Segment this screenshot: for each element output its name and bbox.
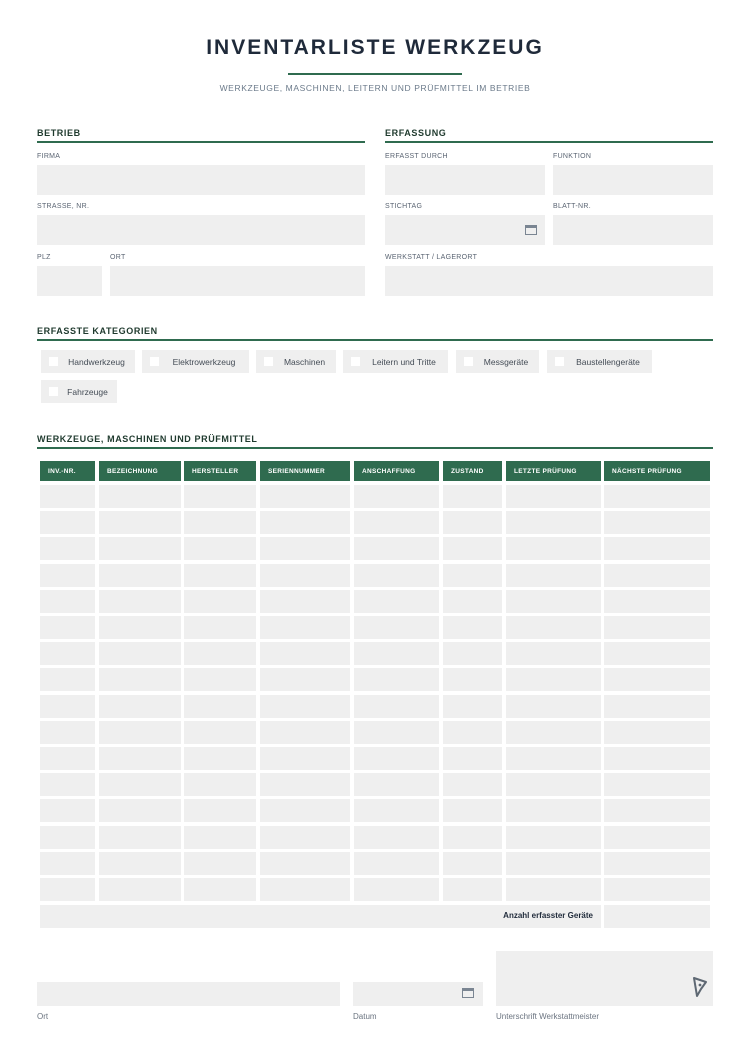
table-cell[interactable]: [443, 721, 502, 744]
table-cell[interactable]: [40, 668, 95, 691]
column-header-inv-nr: INV.-NR.: [40, 461, 95, 481]
table-cell[interactable]: [443, 537, 502, 560]
funktion-field[interactable]: [553, 165, 713, 195]
erfasst-durch-field[interactable]: [385, 165, 545, 195]
table-cell[interactable]: [506, 616, 601, 639]
category-checkbox-maschinen[interactable]: [256, 350, 336, 373]
table-cell[interactable]: [354, 721, 439, 744]
table-cell[interactable]: [184, 564, 256, 587]
table-cell[interactable]: [443, 852, 502, 875]
checkbox-box[interactable]: [49, 387, 58, 396]
stichtag-field[interactable]: [385, 215, 545, 245]
funktion-label: FUNKTION: [553, 153, 592, 160]
table-cell[interactable]: [443, 668, 502, 691]
table-cell[interactable]: [604, 747, 710, 770]
footer-signature-label: Unterschrift Werkstattmeister: [496, 1012, 599, 1021]
footer-ort-field[interactable]: [37, 982, 340, 1006]
table-cell[interactable]: [506, 773, 601, 796]
table-cell[interactable]: [506, 642, 601, 665]
table-cell[interactable]: [604, 537, 710, 560]
table-cell[interactable]: [184, 878, 256, 901]
section-heading-betrieb: BETRIEB: [37, 128, 365, 143]
table-cell[interactable]: [506, 537, 601, 560]
checkbox-box[interactable]: [351, 357, 360, 366]
stichtag-label: STICHTAG: [385, 203, 423, 210]
blatt-nr-field[interactable]: [553, 215, 713, 245]
table-cell[interactable]: [604, 668, 710, 691]
table-cell[interactable]: [40, 564, 95, 587]
table-cell[interactable]: [260, 773, 350, 796]
table-cell[interactable]: [604, 721, 710, 744]
summary-count-field[interactable]: [604, 905, 710, 928]
column-header-seriennummer: SERIENNUMMER: [260, 461, 350, 481]
calendar-icon[interactable]: [525, 225, 537, 235]
table-cell[interactable]: [99, 537, 181, 560]
strasse-field[interactable]: [37, 215, 365, 245]
firma-label: FIRMA: [37, 153, 61, 160]
table-cell[interactable]: [260, 511, 350, 534]
signature-field[interactable]: [496, 951, 713, 1006]
table-cell[interactable]: [99, 773, 181, 796]
table-cell[interactable]: [354, 485, 439, 508]
table-cell[interactable]: [260, 642, 350, 665]
table-cell[interactable]: [40, 852, 95, 875]
table-cell[interactable]: [604, 826, 710, 849]
table-cell[interactable]: [443, 747, 502, 770]
column-header-zustand: ZUSTAND: [443, 461, 502, 481]
table-cell[interactable]: [40, 616, 95, 639]
table-cell[interactable]: [443, 695, 502, 718]
table-cell[interactable]: [184, 852, 256, 875]
table-cell[interactable]: [604, 485, 710, 508]
page-subtitle: WERKZEUGE, MASCHINEN, LEITERN UND PRÜFMITTEL IM BETRIEB: [219, 83, 531, 93]
table-cell[interactable]: [40, 826, 95, 849]
table-cell[interactable]: [99, 721, 181, 744]
table-cell[interactable]: [354, 878, 439, 901]
category-label: Baustellengeräte: [576, 356, 640, 367]
category-label: Maschinen: [283, 356, 326, 367]
table-cell[interactable]: [354, 695, 439, 718]
table-cell[interactable]: [506, 695, 601, 718]
table-cell[interactable]: [604, 564, 710, 587]
category-label: Fahrzeuge: [67, 386, 108, 397]
table-cell[interactable]: [184, 799, 256, 822]
table-cell[interactable]: [40, 773, 95, 796]
table-cell[interactable]: [40, 695, 95, 718]
table-cell[interactable]: [260, 485, 350, 508]
table-cell[interactable]: [354, 668, 439, 691]
table-cell[interactable]: [443, 590, 502, 613]
category-label: Handwerkzeug: [68, 356, 125, 367]
table-cell[interactable]: [443, 826, 502, 849]
category-checkbox-leitern[interactable]: [343, 350, 448, 373]
table-cell[interactable]: [184, 485, 256, 508]
table-cell[interactable]: [40, 878, 95, 901]
strasse-label: STRASSE, NR.: [37, 203, 90, 210]
table-cell[interactable]: [506, 511, 601, 534]
table-cell[interactable]: [40, 799, 95, 822]
checkbox-box[interactable]: [555, 357, 564, 366]
table-cell[interactable]: [443, 773, 502, 796]
werkstatt-field[interactable]: [385, 266, 713, 296]
table-cell[interactable]: [99, 826, 181, 849]
table-cell[interactable]: [354, 590, 439, 613]
ort-field[interactable]: [110, 266, 365, 296]
category-checkbox-fahrzeuge[interactable]: [41, 380, 117, 403]
category-checkbox-elektrowerkzeug[interactable]: [142, 350, 249, 373]
footer-ort-label: Ort: [37, 1012, 49, 1021]
table-cell[interactable]: [354, 642, 439, 665]
table-cell[interactable]: [506, 878, 601, 901]
table-cell[interactable]: [260, 695, 350, 718]
table-cell[interactable]: [604, 852, 710, 875]
table-cell[interactable]: [184, 773, 256, 796]
pen-nib-icon: [692, 976, 708, 998]
category-label: Leitern und Tritte: [372, 356, 436, 367]
table-cell[interactable]: [260, 826, 350, 849]
table-cell[interactable]: [184, 537, 256, 560]
firma-field[interactable]: [37, 165, 365, 195]
table-cell[interactable]: [99, 564, 181, 587]
table-cell[interactable]: [184, 616, 256, 639]
checkbox-box[interactable]: [264, 357, 273, 366]
table-cell[interactable]: [184, 668, 256, 691]
table-cell[interactable]: [443, 485, 502, 508]
table-cell[interactable]: [184, 590, 256, 613]
table-cell[interactable]: [99, 878, 181, 901]
table-cell[interactable]: [99, 616, 181, 639]
table-cell[interactable]: [506, 852, 601, 875]
table-cell[interactable]: [260, 747, 350, 770]
table-cell[interactable]: [354, 852, 439, 875]
category-checkbox-baustellengeraete[interactable]: [547, 350, 652, 373]
table-cell[interactable]: [40, 511, 95, 534]
table-cell[interactable]: [184, 642, 256, 665]
table-cell[interactable]: [506, 747, 601, 770]
table-cell[interactable]: [354, 511, 439, 534]
table-cell[interactable]: [604, 590, 710, 613]
table-cell[interactable]: [99, 642, 181, 665]
checkbox-box[interactable]: [150, 357, 159, 366]
category-checkbox-messgeraete[interactable]: [456, 350, 539, 373]
category-checkbox-handwerkzeug[interactable]: [41, 350, 135, 373]
table-cell[interactable]: [443, 511, 502, 534]
table-cell[interactable]: [99, 668, 181, 691]
ort-label: ORT: [110, 254, 126, 261]
column-header-hersteller: HERSTELLER: [184, 461, 256, 481]
table-cell[interactable]: [506, 564, 601, 587]
table-cell[interactable]: [260, 668, 350, 691]
table-cell[interactable]: [506, 721, 601, 744]
table-cell[interactable]: [354, 537, 439, 560]
section-heading-erfassung: ERFASSUNG: [385, 128, 713, 143]
table-cell[interactable]: [184, 826, 256, 849]
table-cell[interactable]: [40, 642, 95, 665]
table-cell[interactable]: [184, 721, 256, 744]
table-cell[interactable]: [604, 695, 710, 718]
table-cell[interactable]: [260, 799, 350, 822]
table-cell[interactable]: [443, 642, 502, 665]
footer-datum-label: Datum: [353, 1012, 377, 1021]
table-cell[interactable]: [40, 721, 95, 744]
column-header-letzte-pruefung: LETZTE PRÜFUNG: [506, 461, 601, 481]
plz-label: PLZ: [37, 254, 51, 261]
calendar-icon[interactable]: [462, 988, 474, 998]
title-divider: [288, 73, 462, 75]
table-cell[interactable]: [506, 826, 601, 849]
table-cell[interactable]: [99, 511, 181, 534]
table-cell[interactable]: [604, 878, 710, 901]
table-cell[interactable]: [260, 616, 350, 639]
plz-field[interactable]: [37, 266, 102, 296]
checkbox-box[interactable]: [49, 357, 58, 366]
table-cell[interactable]: [40, 485, 95, 508]
table-cell[interactable]: [604, 511, 710, 534]
table-cell[interactable]: [354, 799, 439, 822]
table-cell[interactable]: [604, 642, 710, 665]
summary-label: Anzahl erfasster Geräte: [503, 911, 593, 920]
column-header-bezeichnung: BEZEICHNUNG: [99, 461, 181, 481]
table-cell[interactable]: [260, 852, 350, 875]
table-cell[interactable]: [506, 590, 601, 613]
table-cell[interactable]: [354, 564, 439, 587]
table-cell[interactable]: [99, 852, 181, 875]
table-cell[interactable]: [184, 511, 256, 534]
table-cell[interactable]: [604, 616, 710, 639]
page-title: INVENTARLISTE WERKZEUG: [206, 36, 544, 59]
table-cell[interactable]: [354, 826, 439, 849]
table-cell[interactable]: [260, 721, 350, 744]
table-cell[interactable]: [99, 485, 181, 508]
table-cell[interactable]: [99, 799, 181, 822]
table-cell[interactable]: [506, 668, 601, 691]
table-cell[interactable]: [40, 537, 95, 560]
table-cell[interactable]: [354, 747, 439, 770]
table-cell[interactable]: [99, 695, 181, 718]
section-heading-kategorien: ERFASSTE KATEGORIEN: [37, 326, 713, 341]
werkstatt-label: WERKSTATT / LAGERORT: [385, 254, 478, 261]
table-cell[interactable]: [184, 747, 256, 770]
table-cell[interactable]: [506, 485, 601, 508]
table-cell[interactable]: [354, 616, 439, 639]
table-cell[interactable]: [260, 878, 350, 901]
table-cell[interactable]: [443, 799, 502, 822]
table-cell[interactable]: [443, 878, 502, 901]
table-cell[interactable]: [443, 564, 502, 587]
table-cell[interactable]: [99, 747, 181, 770]
table-cell[interactable]: [443, 616, 502, 639]
blatt-nr-label: BLATT-NR.: [553, 203, 591, 210]
erfasst-durch-label: ERFASST DURCH: [385, 153, 448, 160]
checkbox-box[interactable]: [464, 357, 473, 366]
table-cell[interactable]: [184, 695, 256, 718]
column-header-anschaffung: ANSCHAFFUNG: [354, 461, 439, 481]
table-cell[interactable]: [40, 747, 95, 770]
table-cell[interactable]: [354, 773, 439, 796]
column-header-naechste-pruefung: NÄCHSTE PRÜFUNG: [604, 461, 710, 481]
table-cell[interactable]: [604, 773, 710, 796]
table-cell[interactable]: [260, 590, 350, 613]
category-label: Messgeräte: [483, 356, 529, 367]
table-cell[interactable]: [40, 590, 95, 613]
table-cell[interactable]: [506, 799, 601, 822]
table-cell[interactable]: [99, 590, 181, 613]
table-cell[interactable]: [604, 799, 710, 822]
category-label: Elektrowerkzeug: [172, 356, 236, 367]
section-heading-table: WERKZEUGE, MASCHINEN UND PRÜFMITTEL: [37, 434, 713, 449]
table-cell[interactable]: [260, 537, 350, 560]
table-cell[interactable]: [260, 564, 350, 587]
